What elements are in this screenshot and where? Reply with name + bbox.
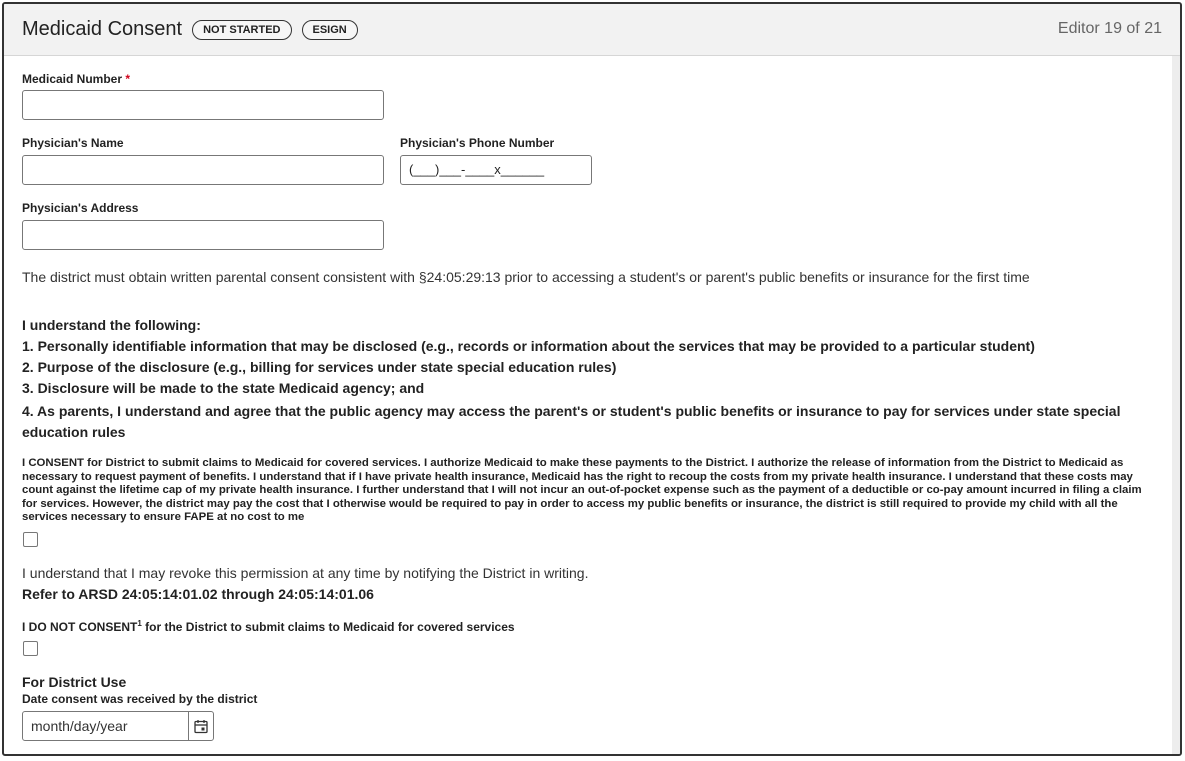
no-consent-checkbox[interactable] <box>23 641 38 656</box>
vertical-scrollbar[interactable] <box>1172 56 1180 754</box>
status-badge: NOT STARTED <box>192 20 291 40</box>
editor-count: Editor 19 of 21 <box>1057 20 1162 37</box>
no-consent-prefix: I DO NOT CONSENT <box>22 620 138 634</box>
understand-item: 4. As parents, I understand and agree that the public agency may access the parent's or student's public benefits or insurance to pay for services under state special education rules <box>22 403 1121 440</box>
physician-name-input[interactable] <box>22 155 384 185</box>
page-title: Medicaid Consent <box>22 18 183 40</box>
esign-badge: ESIGN <box>302 20 358 40</box>
consent-notice: The district must obtain written parental consent consistent with §24:05:29:13 prior to accessing a student's or parent's public benefits or insurance for the first time <box>22 269 1030 285</box>
understand-item: 3. Disclosure will be made to the state Medicaid agency; and <box>22 380 425 396</box>
footnote-marker: 1 <box>137 619 142 628</box>
consent-statement: I CONSENT for District to submit claims to Medicaid for covered services. I authorize Medicaid to make these payments to the District. I authorize the release of information from the District to Medicaid as necessary to request payment of benefits. I understand that if I have private health insurance, Medicaid has the right to recoup the costs from my private health insurance. I understand that these costs may count against the lifetime cap of my private health insurance. I further understand that I will not incur an out-of-pocket expense such as the payment of a deductible or co-pay amount incurred in filing a claim for services. However, the district may pay the cost that I otherwise would be required to pay in order to access my public benefits or insurance, the district is still required to provide my child with all the services necessary to ensure FAPE at no cost to me <box>22 457 1142 523</box>
medicaid-number-label <box>22 72 130 86</box>
physician-phone-label: Physician's Phone Number <box>400 136 555 150</box>
medicaid-number-input[interactable] <box>22 90 384 120</box>
district-use-title: For District Use <box>22 674 127 690</box>
understand-item: 2. Purpose of the disclosure (e.g., billing for services under state special education rules) <box>22 359 617 375</box>
required-mark: * <box>125 72 131 86</box>
physician-phone-input[interactable]: (___)___-____x______ <box>400 155 592 185</box>
refer-text: Refer to ARSD 24:05:14:01.02 through 24:05:14:01.06 <box>22 586 374 602</box>
revoke-text: I understand that I may revoke this permission at any time by notifying the District in writing. <box>22 565 589 581</box>
calendar-icon <box>194 719 208 734</box>
no-consent-label <box>22 619 515 634</box>
editor-header <box>4 4 1180 56</box>
understand-heading: I understand the following: <box>22 317 201 333</box>
date-received-label: Date consent was received by the district <box>22 692 258 706</box>
physician-address-input[interactable] <box>22 220 384 250</box>
physician-name-label: Physician's Name <box>22 136 124 150</box>
medicaid-number-label-text: Medicaid Number <box>22 72 123 86</box>
date-placeholder: month/day/year <box>31 718 128 734</box>
no-consent-suffix: for the District to submit claims to Medicaid for covered services <box>141 620 515 634</box>
understand-item: 1. Personally identifiable information that may be disclosed (e.g., records or information about the services that may be provided to a particular student) <box>22 338 1035 354</box>
date-received-input[interactable] <box>22 711 214 741</box>
editor-window <box>2 2 1182 756</box>
physician-address-label: Physician's Address <box>22 201 139 215</box>
calendar-button[interactable] <box>188 712 213 740</box>
consent-checkbox[interactable] <box>23 532 38 547</box>
